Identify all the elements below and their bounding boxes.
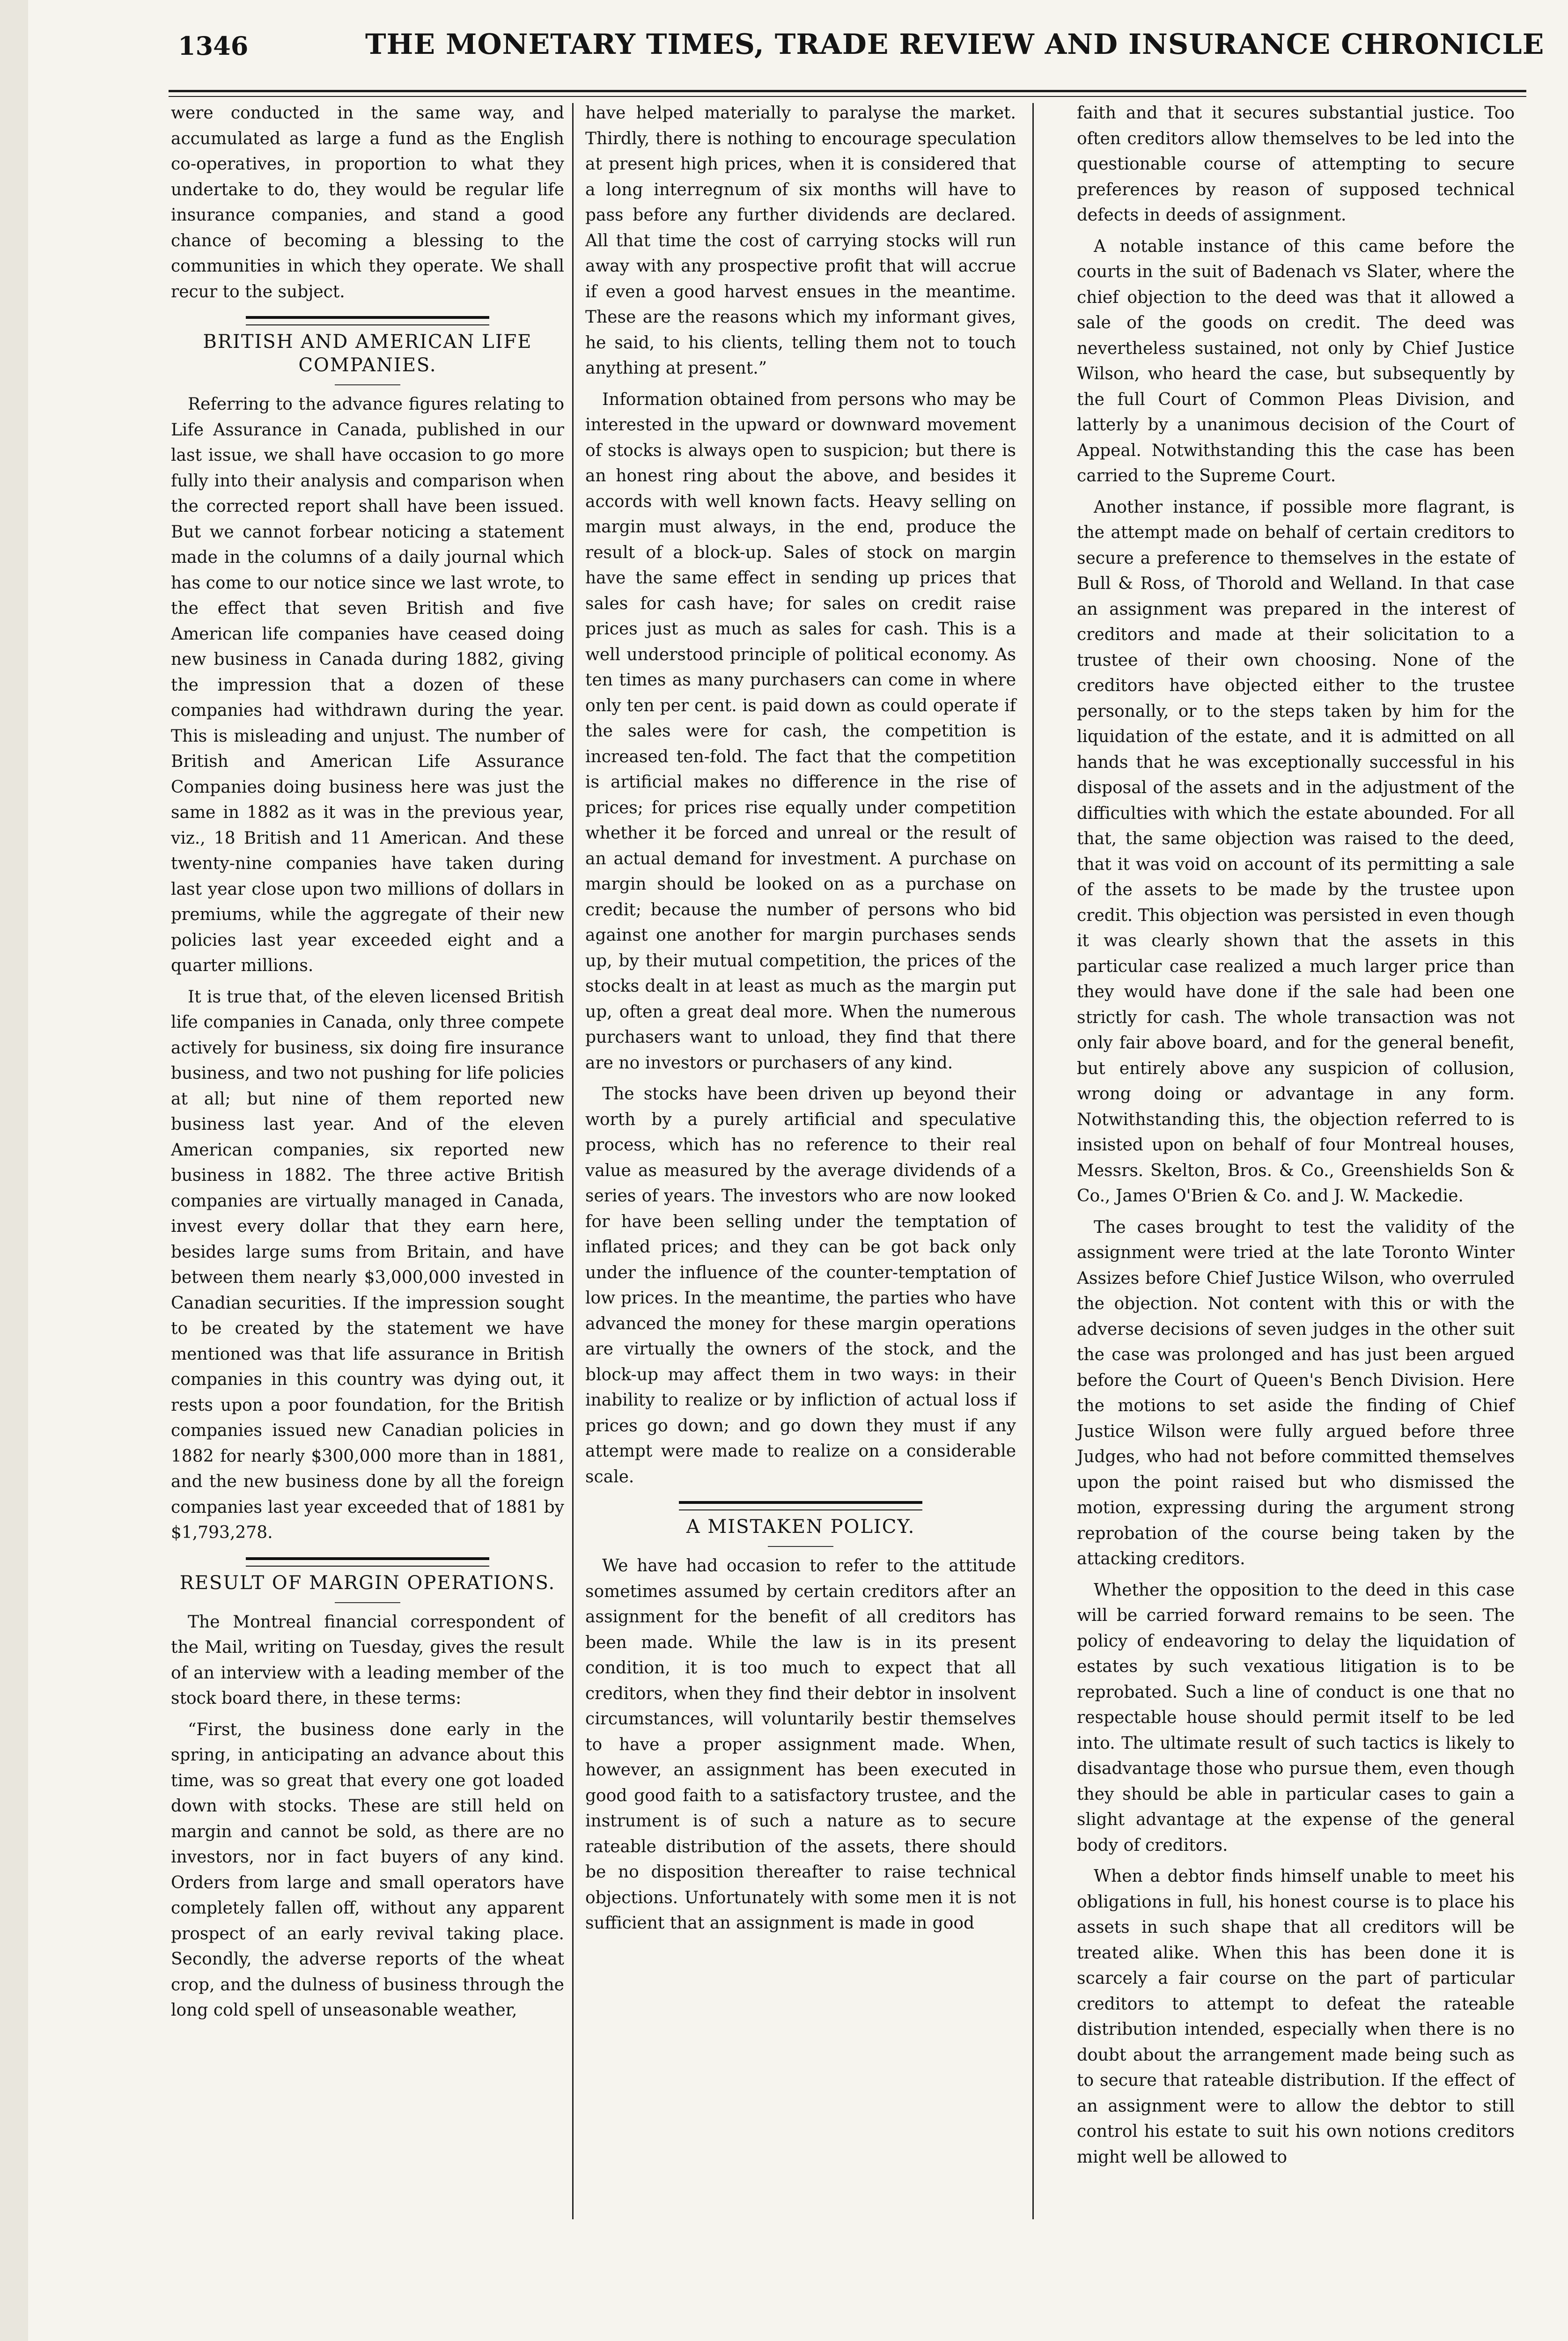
section-ornament-rule [246,316,489,325]
paragraph: were conducted in the same way, and accumulated as large a fund as the English co-operatives, in proportion to what they undertake to do, they would be regular life insurance companies, and stand a good chance of becoming a blessing to the communities in which they operate. We shall recur to the subject. [171,103,564,302]
article-heading-british-american: BRITISH AND AMERICAN LIFE COMPANIES. [203,331,532,376]
column-2 [585,101,1016,2217]
paragraph: Another instance, if possible more flagrant, is the attempt made on behalf of certain creditors to secure a preference to themselves in the estate of Bull & Ross, of Thorold and Welland. In that case an assignment was prepared in the interest of creditors and made at their solicitation to a trustee of their own choosing. None of the creditors have objected either to the trustee personally, or to the steps taken by him for the liquidation of the estate, and it is admitted on all hands that he was exceptionally successful in his disposal of the assets and in the adjustment of the difficulties with which the estate abounded. For all that, the same objection was raised to the deed, that it was void on account of its permitting a sale of the assets to be made by the trustee upon credit. This objection was persisted in even though it was clearly shown that the assets in this particular case realized a much larger price than they would have done if the sale had been one strictly for cash. The whole transaction was not only fair above board, and for the general benefit, but entirely above any suspicion of collusion, wrong doing or advantage in any form. Notwithstanding this, the objection referred to is insisted upon on behalf of four Montreal houses, Messrs. Skelton, Bros. & Co., Greenshields Son & Co., James O'Brien & Co. and J. W. Mackedie. [1077,497,1515,1206]
paragraph: The cases brought to test the validity of the assignment were tried at the late Toronto Winter Assizes before Chief Justice Wilson, who overruled the objection. Not content with this or with the adverse decisions of seven judges in the other suit the case was prolonged and has just been argued before the Court of Queen's Bench Division. Here the motions to set aside the finding of Chief Justice Wilson were fully argued before three Judges, who had not before committed themselves upon the point raised but who dismissed the motion, expressing during the argument strong reprobation of the course being taken by the attacking creditors. [1077,1217,1515,1568]
article-heading-margin-operations: RESULT OF MARGIN OPERATIONS. [179,1572,556,1594]
page-header [169,28,1545,89]
column-3 [1077,101,1515,2167]
column-divider-1 [572,103,574,2219]
paragraph: A notable instance of this came before the courts in the suit of Badenach vs Slater, where the chief objection to the deed was that it allowed a sale of the goods on credit. The deed was nevertheless sustained, not only by Chief Justice Wilson, who heard the case, but subsequently by the full Court of Common Pleas Division, and latterly by a unanimous decision of the Court of Appeal. Notwithstanding this the case has been carried to the Supreme Court. [1077,236,1515,486]
paragraph: “First, the business done early in the spring, in anticipating an advance about this time, was so great that every one got loaded down with stocks. These are still held on margin and cannot be sold, as there are no investors, nor in fact buyers of any kind. Orders from large and small operators have completely fallen off, without any apparent prospect of an early revival taking place. Secondly, the adverse reports of the wheat crop, and the dulness of business through the long cold spell of unseasonable weather, [171,1720,564,2020]
header-rule-thick [169,90,1526,92]
page-edge-shadow [0,0,28,2341]
paragraph: have helped materially to paralyse the market. Thirdly, there is nothing to encourage speculation at present high prices, when it is considered that a long interregnum of six months will have to pass before any further dividends are declared. All that time the cost of carrying stocks will run away with any prospective profit that will accrue if even a good harvest ensues in the meantime. These are the reasons which my informant gives, he said, to his clients, telling them not to touch anything at present.” [585,103,1016,378]
paragraph: The stocks have been driven up beyond their worth by a purely artificial and speculative process, which has no reference to their real value as measured by the average dividends of a series of years. The investors who are now looked for have been selling under the temptation of inflated prices; and they can be got back only under the influence of the counter-temptation of low prices. In the meantime, the parties who have advanced the money for these margin operations are virtually the owners of the stock, and the block-up may affect them in two ways: in their inability to realize or by infliction of actual loss if prices go down; and go down they must if any attempt were made to realize on a considerable scale. [585,1084,1016,1487]
paragraph: Whether the opposition to the deed in this case will be carried forward remains to be seen. The policy of endeavoring to delay the liquidation of estates by such vexatious litigation is to be reprobated. Such a line of conduct is one that no respectable house should permit itself to be led into. The ultimate result of such tactics is likely to disadvantage those who pursue them, even though they should be able in particular cases to gain a slight advantage at the expense of the general body of creditors. [1077,1580,1515,1855]
paragraph: We have had occasion to refer to the attitude sometimes assumed by certain creditors after an assignment for the benefit of all creditors has been made. While the law is in its present condition, it is too much to expect that all creditors, when they find their debtor in insolvent circumstances, will voluntarily bestir themselves to have a proper assignment made. When, however, an assignment has been executed in good good faith to a satisfactory trustee, and the instrument is of such a nature as to secure rateable distribution of the assets, there should be no disposition thereafter to raise technical objections. Unfortunately with some men it is not sufficient that an assignment is made in good [585,1556,1016,1933]
paragraph: When a debtor finds himself unable to meet his obligations in full, his honest course is to place his assets in such shape that all creditors will be treated alike. When this has been done it is scarcely a fair course on the part of particular creditors to attempt to defeat the rateable distribution intended, especially when there is no doubt about the arrangement made being such as to secure that rateable distribution. If the effect of an assignment were to allow the debtor to still control his estate to suit his own notions creditors might well be allowed to [1077,1867,1515,2167]
heading-short-rule [335,1602,400,1603]
paragraph: The Montreal financial correspondent of the Mail, writing on Tuesday, gives the result of an interview with a leading member of the stock board there, in these terms: [171,1612,564,1708]
column-divider-2 [1032,103,1034,2219]
heading-short-rule [768,1546,833,1547]
heading-short-rule [335,384,400,385]
paragraph: It is true that, of the eleven licensed British life companies in Canada, only three compete actively for business, six doing fire insurance business, and two not pushing for life policies at all; but nine of them reported new business last year. And of the eleven American companies, six reported new business in 1882. The three active British companies are virtually managed in Canada, invest every dollar that they earn here, besides large sums from Britain, and have between them nearly $3,000,000 invested in Canadian securities. If the impression sought to be created by the statement we have mentioned was that life assurance in British companies in this country was dying out, it rests upon a poor foundation, for the British companies issued new Canadian policies in 1882 for nearly $300,000 more than in 1881, and the new business done by all the foreign companies last year exceeded that of 1881 by $1,793,278. [171,987,564,1542]
article-heading-mistaken-policy: A MISTAKEN POLICY. [686,1516,915,1538]
section-ornament-rule [679,1501,922,1510]
running-head-title: THE MONETARY TIMES, TRADE REVIEW AND INSURANCE CHRONICLE [365,28,1545,61]
section-ornament-rule [246,1557,489,1567]
column-1 [171,101,564,2217]
page-number: 1346 [178,31,249,61]
paragraph: Referring to the advance figures relating to Life Assurance in Canada, published in our last issue, we shall have occasion to go more fully into their analysis and comparison when the corrected report shall have been issued. But we cannot forbear noticing a statement made in the columns of a daily journal which has come to our notice since we last wrote, to the effect that seven British and five American life companies have ceased doing new business in Canada during 1882, giving the impression that a dozen of these companies had withdrawn during the year. This is misleading and unjust. The number of British and American Life Assurance Companies doing business here was just the same in 1882 as it was in the previous year, viz., 18 British and 11 American. And these twenty-nine companies have taken during last year close upon two millions of dollars in premiums, while the aggregate of their new policies last year exceeded eight and a quarter millions. [171,395,564,975]
header-rule-thin [169,96,1526,97]
paragraph: Information obtained from persons who may be interested in the upward or downward movement of stocks is always open to suspicion; but there is an honest ring about the above, and besides it accords with well known facts. Heavy selling on margin must always, in the end, produce the result of a block-up. Sales of stock on margin have the same effect in sending up prices that sales for cash have; for sales on credit raise prices just as much as sales for cash. This is a well understood principle of political economy. As ten times as many purchasers can come in where only ten per cent. is paid down as could operate if the sales were for cash, the competition is increased ten-fold. The fact that the competition is artificial makes no difference in the rise of prices; for prices rise equally under competition whether it be forced and unreal or the result of an actual demand for investment. A purchase on margin should be looked on as a purchase on credit; because the number of persons who bid against one another for margin purchases sends up, by their mutual competition, the prices of the stocks dealt in at least as much as the margin put up, often a great deal more. When the numerous purchasers want to unload, they find that there are no investors or purchasers of any kind. [585,390,1016,1073]
paragraph: faith and that it secures substantial justice. Too often creditors allow themselves to be led into the questionable course of attempting to secure preferences by reason of supposed technical defects in deeds of assignment. [1077,103,1515,225]
